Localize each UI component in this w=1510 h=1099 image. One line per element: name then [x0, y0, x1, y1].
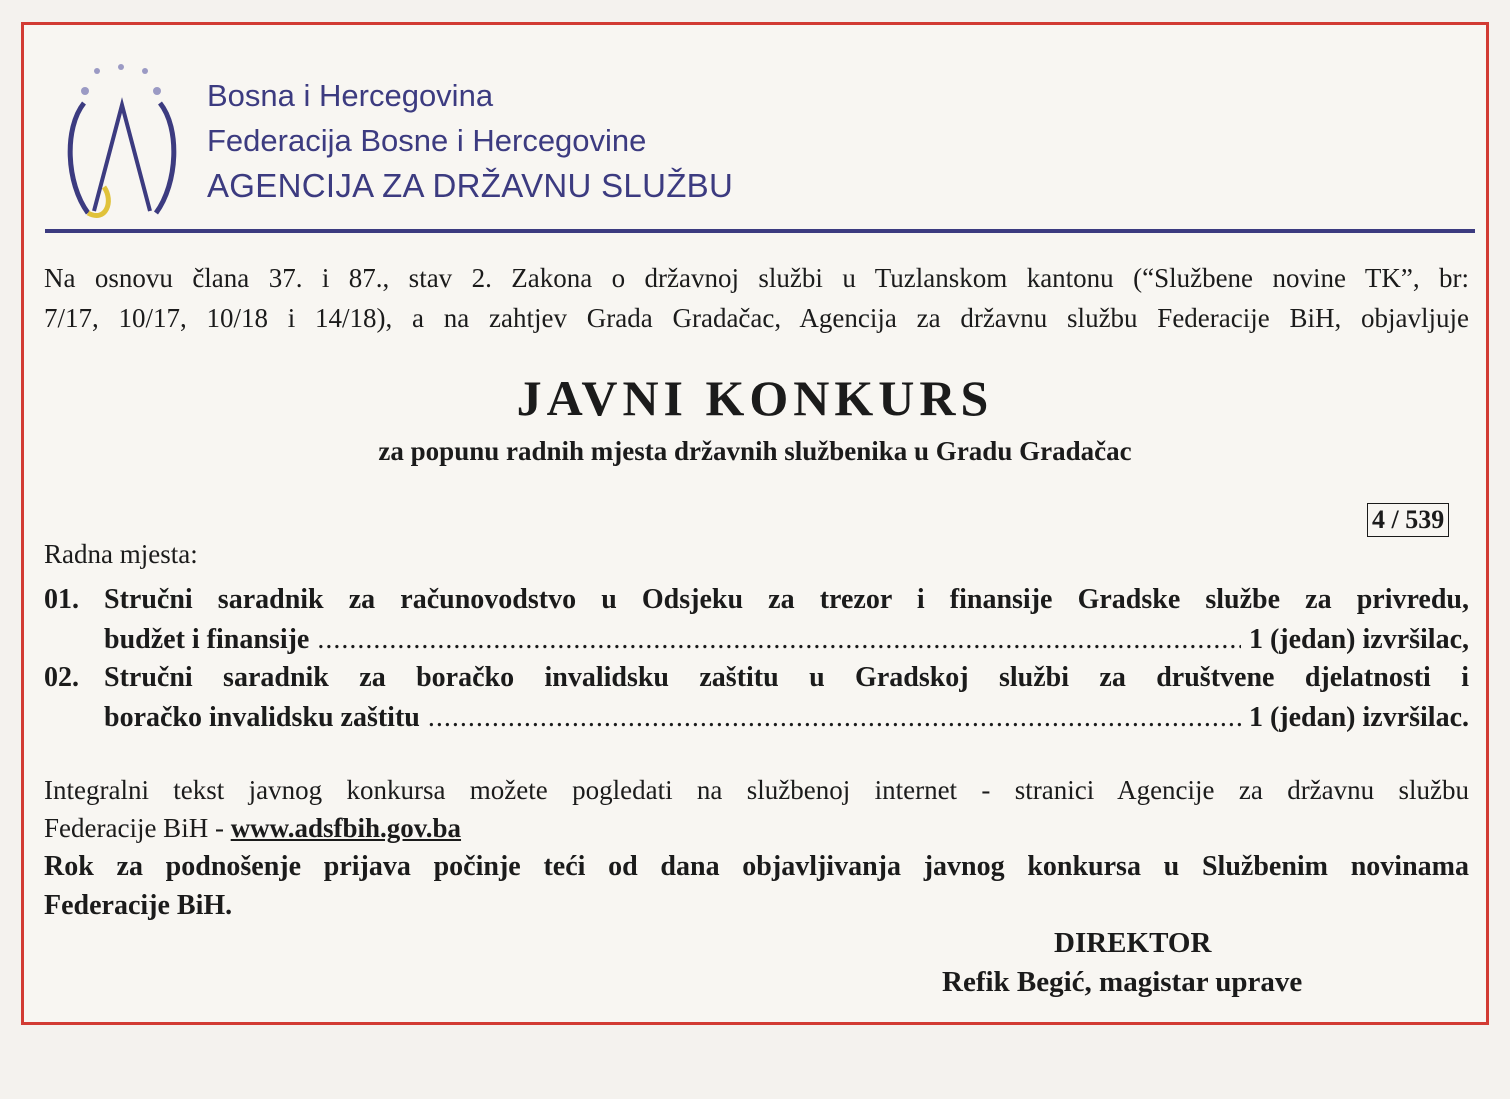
intro-line-2: 7/17, 10/17, 10/18 i 14/18), a na zahtjev Grada Gradačac, Agencija za državnu službu Federacije BiH, objavljuje [44, 303, 1469, 333]
dot-leader [317, 620, 1241, 660]
position-count: 1 (jedan) izvršilac, [1248, 624, 1469, 655]
position-count: 1 (jedan) izvršilac. [1248, 702, 1469, 733]
position-item [44, 580, 1469, 660]
signatory-title: DIREKTOR [1054, 927, 1212, 959]
page-title: JAVNI KONKURS [516, 370, 994, 426]
announcement-frame [21, 22, 1489, 1025]
entity-name: Federacija Bosne i Hercegovine [207, 123, 647, 158]
position-item [44, 658, 1469, 738]
intro-line-1: Na osnovu člana 37. i 87., stav 2. Zakona o državnoj službi u Tuzlanskom kantonu (“Službene novine TK”, br: [44, 263, 1469, 293]
position-title-line-2: budžet i finansije [104, 624, 310, 655]
signatory-name: Refik Begić, magistar uprave [942, 966, 1303, 998]
dot-leader [428, 698, 1241, 738]
reference-number: 4 / 539 [1367, 503, 1449, 537]
position-title-line-2: boračko invalidsku zaštitu [104, 702, 420, 733]
header-divider [45, 229, 1475, 233]
deadline-line-2: Federacije BiH. [44, 890, 233, 921]
deadline-paragraph [44, 847, 1469, 925]
info-paragraph [44, 771, 1469, 847]
deadline-line-1: Rok za podnošenje prijava počinje teći od dana objavljivanja javnog konkursa u Službenim novinama [44, 851, 1469, 882]
agency-logo-icon [52, 63, 192, 233]
position-title-line-1: Stručni saradnik za boračko invalidsku zaštitu u Gradskoj službi za društvene djelatnosti i [104, 662, 1469, 693]
position-title-line-1: Stručni saradnik za računovodstvo u Odsjeku za trezor i finansije Gradske službe za privredu, [104, 584, 1469, 615]
intro-paragraph [44, 258, 1469, 338]
positions-label: Radna mjesta: [44, 539, 198, 569]
agency-name: AGENCIJA ZA DRŽAVNU SLUŽBU [207, 167, 734, 204]
info-line-1: Integralni tekst javnog konkursa možete pogledati na službenoj internet - stranici Agencije za državnu službu [44, 775, 1469, 805]
position-number: 02. [44, 662, 79, 693]
info-line-2-prefix: Federacije BiH - [44, 813, 231, 843]
page-subtitle: za popunu radnih mjesta državnih službenika u Gradu Gradačac [378, 436, 1132, 466]
agency-header [207, 73, 733, 208]
website-link[interactable]: www.adsfbih.gov.ba [230, 813, 462, 843]
position-number: 01. [44, 584, 79, 615]
country-name: Bosna i Hercegovina [207, 78, 494, 113]
